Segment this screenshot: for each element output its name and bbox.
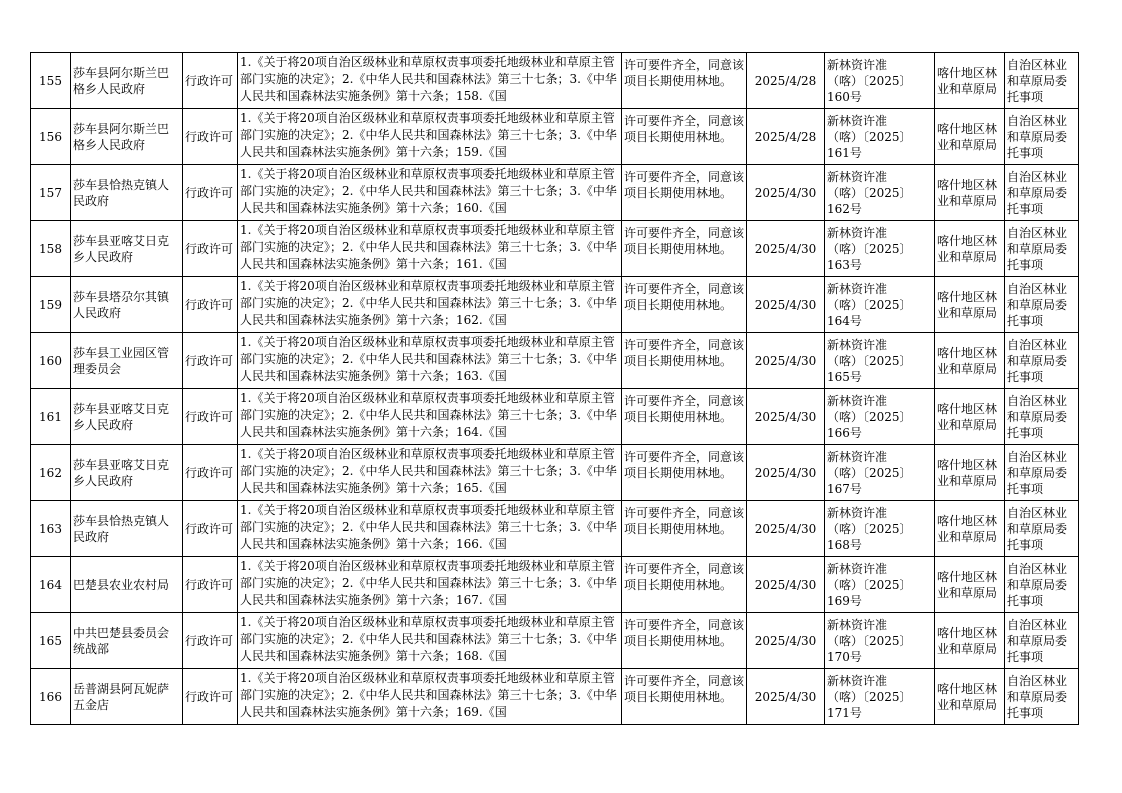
remarks: 自治区林业和草原局委托事项	[1005, 557, 1079, 613]
row-number: 166	[31, 669, 71, 725]
remarks: 自治区林业和草原局委托事项	[1005, 333, 1079, 389]
document-number-line3: 165号	[827, 369, 862, 384]
decision-date: 2025/4/28	[747, 53, 825, 109]
decision-content	[622, 669, 747, 725]
issuing-authority: 喀什地区林业和草原局	[935, 613, 1005, 669]
document-number-line1: 新林资许准	[827, 449, 888, 464]
applicant-unit: 莎车县亚喀艾日克乡人民政府	[71, 221, 183, 277]
decision-text: 许可要件齐全，同意该项目长期使用林地。	[624, 57, 744, 88]
remarks: 自治区林业和草原局委托事项	[1005, 501, 1079, 557]
document-number-line2: （喀）〔2025〕	[827, 73, 912, 88]
issuing-authority: 喀什地区林业和草原局	[935, 389, 1005, 445]
decision-date: 2025/4/30	[747, 221, 825, 277]
document-number-line1: 新林资许准	[827, 505, 888, 520]
decision-text: 许可要件齐全，同意该项目长期使用林地。	[624, 561, 744, 592]
decision-content	[622, 557, 747, 613]
decision-content	[622, 501, 747, 557]
document-number	[825, 165, 935, 221]
row-number: 155	[31, 53, 71, 109]
table-row	[31, 277, 1079, 333]
table-row	[31, 613, 1079, 669]
action-type: 行政许可	[183, 445, 238, 501]
decision-text: 许可要件齐全，同意该项目长期使用林地。	[624, 449, 744, 480]
decision-text: 许可要件齐全，同意该项目长期使用林地。	[624, 393, 744, 424]
decision-text: 许可要件齐全，同意该项目长期使用林地。	[624, 281, 744, 312]
legal-basis	[238, 53, 622, 109]
remarks: 自治区林业和草原局委托事项	[1005, 277, 1079, 333]
decision-text: 许可要件齐全，同意该项目长期使用林地。	[624, 113, 744, 144]
applicant-unit: 莎车县恰热克镇人民政府	[71, 501, 183, 557]
decision-date: 2025/4/30	[747, 333, 825, 389]
legal-basis	[238, 669, 622, 725]
document-number	[825, 613, 935, 669]
document-number-line2: （喀）〔2025〕	[827, 465, 912, 480]
table-row	[31, 557, 1079, 613]
table-row	[31, 165, 1079, 221]
legal-basis-text: 1.《关于将20项自治区级林业和草原权责事项委托地级林业和草原主管部门实施的决定》；2.《中华人民共和国森林法》第三十七条；3.《中华人民共和国森林法实施条例》第十六条；159.《国	[240, 111, 617, 159]
action-type: 行政许可	[183, 613, 238, 669]
document-number-line3: 171号	[827, 705, 862, 720]
row-number: 165	[31, 613, 71, 669]
decision-content	[622, 53, 747, 109]
document-number-line3: 162号	[827, 201, 862, 216]
applicant-unit: 巴楚县农业农村局	[71, 557, 183, 613]
action-type: 行政许可	[183, 557, 238, 613]
table-row	[31, 501, 1079, 557]
table-row	[31, 53, 1079, 109]
issuing-authority: 喀什地区林业和草原局	[935, 165, 1005, 221]
document-number	[825, 669, 935, 725]
decision-text: 许可要件齐全，同意该项目长期使用林地。	[624, 617, 744, 648]
decision-content	[622, 333, 747, 389]
document-number	[825, 389, 935, 445]
document-number	[825, 333, 935, 389]
issuing-authority: 喀什地区林业和草原局	[935, 501, 1005, 557]
remarks: 自治区林业和草原局委托事项	[1005, 221, 1079, 277]
action-type: 行政许可	[183, 165, 238, 221]
action-type: 行政许可	[183, 389, 238, 445]
document-number-line1: 新林资许准	[827, 169, 888, 184]
document-number-line1: 新林资许准	[827, 281, 888, 296]
remarks: 自治区林业和草原局委托事项	[1005, 109, 1079, 165]
row-number: 159	[31, 277, 71, 333]
legal-basis	[238, 501, 622, 557]
document-number-line1: 新林资许准	[827, 225, 888, 240]
remarks: 自治区林业和草原局委托事项	[1005, 389, 1079, 445]
document-number	[825, 53, 935, 109]
document-number-line1: 新林资许准	[827, 673, 888, 688]
permit-table	[30, 52, 1079, 725]
decision-content	[622, 389, 747, 445]
decision-content	[622, 613, 747, 669]
action-type: 行政许可	[183, 501, 238, 557]
applicant-unit: 莎车县阿尔斯兰巴格乡人民政府	[71, 53, 183, 109]
applicant-unit: 莎车县恰热克镇人民政府	[71, 165, 183, 221]
legal-basis-text: 1.《关于将20项自治区级林业和草原权责事项委托地级林业和草原主管部门实施的决定》；2.《中华人民共和国森林法》第三十七条；3.《中华人民共和国森林法实施条例》第十六条；165.《国	[240, 447, 617, 495]
row-number: 158	[31, 221, 71, 277]
decision-text: 许可要件齐全，同意该项目长期使用林地。	[624, 169, 744, 200]
table-row	[31, 445, 1079, 501]
document-number	[825, 221, 935, 277]
document-number-line3: 161号	[827, 145, 862, 160]
document-number-line2: （喀）〔2025〕	[827, 241, 912, 256]
applicant-unit: 中共巴楚县委员会统战部	[71, 613, 183, 669]
decision-content	[622, 445, 747, 501]
decision-date: 2025/4/30	[747, 277, 825, 333]
row-number: 160	[31, 333, 71, 389]
document-number-line3: 160号	[827, 89, 862, 104]
legal-basis	[238, 445, 622, 501]
legal-basis-text: 1.《关于将20项自治区级林业和草原权责事项委托地级林业和草原主管部门实施的决定》；2.《中华人民共和国森林法》第三十七条；3.《中华人民共和国森林法实施条例》第十六条；169.《国	[240, 671, 617, 719]
applicant-unit: 莎车县阿尔斯兰巴格乡人民政府	[71, 109, 183, 165]
table-row	[31, 109, 1079, 165]
decision-content	[622, 109, 747, 165]
decision-date: 2025/4/30	[747, 501, 825, 557]
decision-date: 2025/4/28	[747, 109, 825, 165]
document-number-line2: （喀）〔2025〕	[827, 129, 912, 144]
row-number: 157	[31, 165, 71, 221]
legal-basis-text: 1.《关于将20项自治区级林业和草原权责事项委托地级林业和草原主管部门实施的决定》；2.《中华人民共和国森林法》第三十七条；3.《中华人民共和国森林法实施条例》第十六条；164.《国	[240, 391, 617, 439]
decision-text: 许可要件齐全，同意该项目长期使用林地。	[624, 505, 744, 536]
document-number-line2: （喀）〔2025〕	[827, 353, 912, 368]
document-number-line3: 164号	[827, 313, 862, 328]
issuing-authority: 喀什地区林业和草原局	[935, 109, 1005, 165]
legal-basis	[238, 277, 622, 333]
document-number-line2: （喀）〔2025〕	[827, 689, 912, 704]
legal-basis-text: 1.《关于将20项自治区级林业和草原权责事项委托地级林业和草原主管部门实施的决定》；2.《中华人民共和国森林法》第三十七条；3.《中华人民共和国森林法实施条例》第十六条；163.《国	[240, 335, 617, 383]
document-number	[825, 109, 935, 165]
decision-content	[622, 165, 747, 221]
decision-text: 许可要件齐全，同意该项目长期使用林地。	[624, 337, 744, 368]
legal-basis	[238, 221, 622, 277]
document-number	[825, 501, 935, 557]
decision-date: 2025/4/30	[747, 165, 825, 221]
legal-basis-text: 1.《关于将20项自治区级林业和草原权责事项委托地级林业和草原主管部门实施的决定》；2.《中华人民共和国森林法》第三十七条；3.《中华人民共和国森林法实施条例》第十六条；166.《国	[240, 503, 617, 551]
document-number-line3: 169号	[827, 593, 862, 608]
remarks: 自治区林业和草原局委托事项	[1005, 53, 1079, 109]
issuing-authority: 喀什地区林业和草原局	[935, 333, 1005, 389]
document-number-line1: 新林资许准	[827, 337, 888, 352]
issuing-authority: 喀什地区林业和草原局	[935, 53, 1005, 109]
document-number-line3: 166号	[827, 425, 862, 440]
legal-basis	[238, 109, 622, 165]
action-type: 行政许可	[183, 53, 238, 109]
document-number-line2: （喀）〔2025〕	[827, 521, 912, 536]
document-number	[825, 557, 935, 613]
document-number-line1: 新林资许准	[827, 561, 888, 576]
document-number-line3: 163号	[827, 257, 862, 272]
legal-basis	[238, 389, 622, 445]
document-number-line3: 168号	[827, 537, 862, 552]
decision-date: 2025/4/30	[747, 389, 825, 445]
applicant-unit: 岳普湖县阿瓦妮萨五金店	[71, 669, 183, 725]
issuing-authority: 喀什地区林业和草原局	[935, 669, 1005, 725]
remarks: 自治区林业和草原局委托事项	[1005, 165, 1079, 221]
document-number-line2: （喀）〔2025〕	[827, 409, 912, 424]
decision-date: 2025/4/30	[747, 613, 825, 669]
applicant-unit: 莎车县亚喀艾日克乡人民政府	[71, 445, 183, 501]
decision-content	[622, 277, 747, 333]
table-row	[31, 333, 1079, 389]
decision-date: 2025/4/30	[747, 669, 825, 725]
row-number: 162	[31, 445, 71, 501]
document-number	[825, 277, 935, 333]
decision-content	[622, 221, 747, 277]
decision-date: 2025/4/30	[747, 557, 825, 613]
document-number-line1: 新林资许准	[827, 617, 888, 632]
remarks: 自治区林业和草原局委托事项	[1005, 445, 1079, 501]
row-number: 163	[31, 501, 71, 557]
issuing-authority: 喀什地区林业和草原局	[935, 557, 1005, 613]
action-type: 行政许可	[183, 109, 238, 165]
applicant-unit: 莎车县塔尕尔其镇人民政府	[71, 277, 183, 333]
legal-basis-text: 1.《关于将20项自治区级林业和草原权责事项委托地级林业和草原主管部门实施的决定》；2.《中华人民共和国森林法》第三十七条；3.《中华人民共和国森林法实施条例》第十六条；161.《国	[240, 223, 617, 271]
applicant-unit: 莎车县工业园区管理委员会	[71, 333, 183, 389]
applicant-unit: 莎车县亚喀艾日克乡人民政府	[71, 389, 183, 445]
legal-basis-text: 1.《关于将20项自治区级林业和草原权责事项委托地级林业和草原主管部门实施的决定》；2.《中华人民共和国森林法》第三十七条；3.《中华人民共和国森林法实施条例》第十六条；167.《国	[240, 559, 617, 607]
action-type: 行政许可	[183, 333, 238, 389]
document-number-line1: 新林资许准	[827, 393, 888, 408]
document-number-line3: 170号	[827, 649, 862, 664]
legal-basis-text: 1.《关于将20项自治区级林业和草原权责事项委托地级林业和草原主管部门实施的决定》；2.《中华人民共和国森林法》第三十七条；3.《中华人民共和国森林法实施条例》第十六条；168.《国	[240, 615, 617, 663]
remarks: 自治区林业和草原局委托事项	[1005, 669, 1079, 725]
legal-basis-text: 1.《关于将20项自治区级林业和草原权责事项委托地级林业和草原主管部门实施的决定》；2.《中华人民共和国森林法》第三十七条；3.《中华人民共和国森林法实施条例》第十六条；162.《国	[240, 279, 617, 327]
row-number: 161	[31, 389, 71, 445]
document-number-line1: 新林资许准	[827, 113, 888, 128]
decision-text: 许可要件齐全，同意该项目长期使用林地。	[624, 673, 744, 704]
table-row	[31, 221, 1079, 277]
decision-text: 许可要件齐全，同意该项目长期使用林地。	[624, 225, 744, 256]
document-number-line2: （喀）〔2025〕	[827, 633, 912, 648]
document-number-line1: 新林资许准	[827, 57, 888, 72]
issuing-authority: 喀什地区林业和草原局	[935, 445, 1005, 501]
table-row	[31, 389, 1079, 445]
action-type: 行政许可	[183, 669, 238, 725]
table-body	[31, 53, 1079, 725]
issuing-authority: 喀什地区林业和草原局	[935, 221, 1005, 277]
document-number-line2: （喀）〔2025〕	[827, 185, 912, 200]
legal-basis-text: 1.《关于将20项自治区级林业和草原权责事项委托地级林业和草原主管部门实施的决定》；2.《中华人民共和国森林法》第三十七条；3.《中华人民共和国森林法实施条例》第十六条；158.《国	[240, 55, 617, 103]
legal-basis-text: 1.《关于将20项自治区级林业和草原权责事项委托地级林业和草原主管部门实施的决定》；2.《中华人民共和国森林法》第三十七条；3.《中华人民共和国森林法实施条例》第十六条；160.《国	[240, 167, 617, 215]
action-type: 行政许可	[183, 221, 238, 277]
remarks: 自治区林业和草原局委托事项	[1005, 613, 1079, 669]
row-number: 156	[31, 109, 71, 165]
legal-basis	[238, 557, 622, 613]
document-number	[825, 445, 935, 501]
legal-basis	[238, 333, 622, 389]
legal-basis	[238, 613, 622, 669]
decision-date: 2025/4/30	[747, 445, 825, 501]
issuing-authority: 喀什地区林业和草原局	[935, 277, 1005, 333]
document-number-line2: （喀）〔2025〕	[827, 297, 912, 312]
table-row	[31, 669, 1079, 725]
document-number-line2: （喀）〔2025〕	[827, 577, 912, 592]
row-number: 164	[31, 557, 71, 613]
legal-basis	[238, 165, 622, 221]
document-number-line3: 167号	[827, 481, 862, 496]
action-type: 行政许可	[183, 277, 238, 333]
